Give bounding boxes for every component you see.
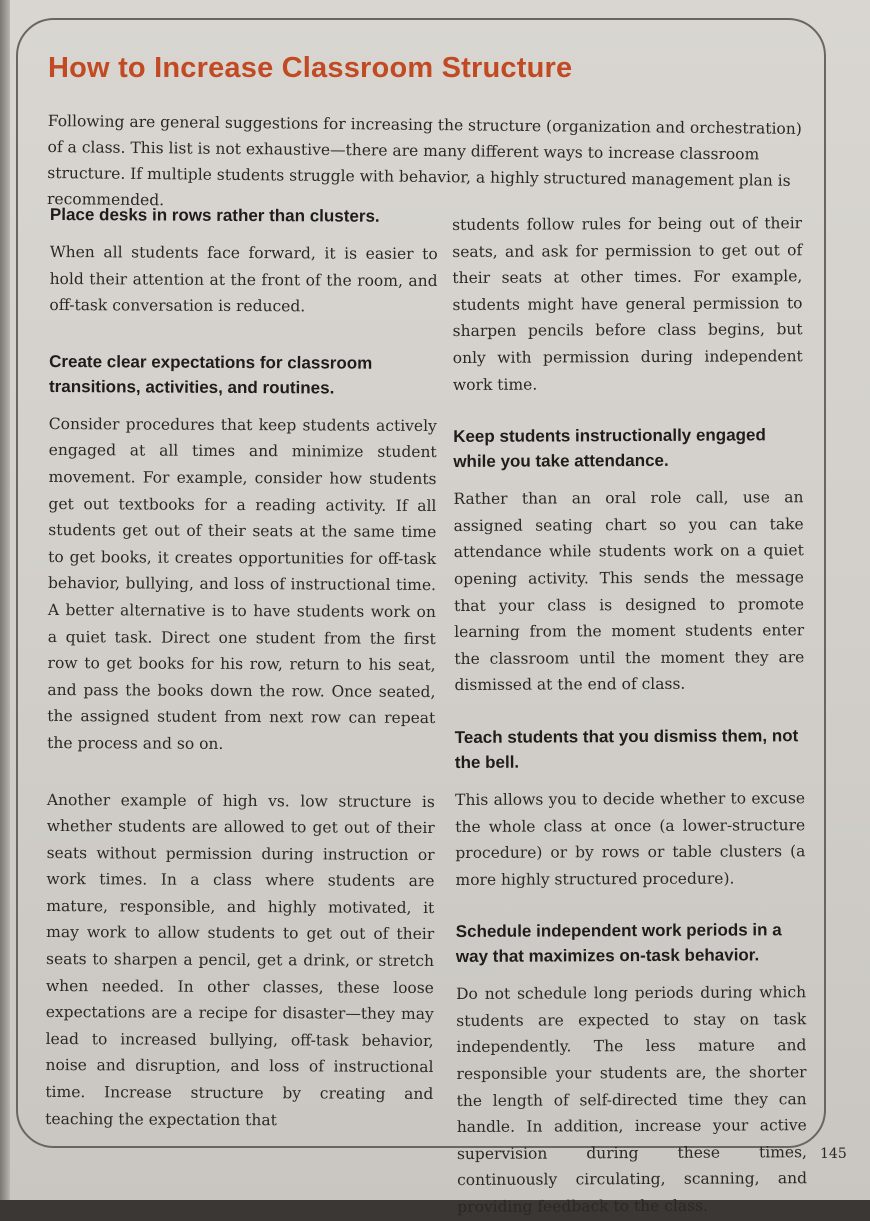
section-body-dismiss: This allows you to decide whether to excuse the whole class at once (a lower-structure procedure) or by rows or table clusters (a more highly structured procedure). — [455, 789, 806, 889]
section-body-expectations: Consider procedures that keep students actively engaged at all times and minimize student movement. For example, consider how students get out textbooks for a reading activity. If all students get out of their seats at the same time to get books, it creates opportunities for off-task behavior, bullying, and loss of instructional time. A better alternative is to have students work on a quiet task. Direct one student from the first row to get books for his row, return to his seat, and pass the books down the row. Once seated, the assigned student from next row can repeat the process and so on. — [47, 414, 437, 753]
section-heading-schedule: Schedule independent work periods in a way that maximizes on-task behavior. — [455, 920, 782, 967]
section-heading-attendance: Keep students instructionally engaged while you take attendance. — [453, 425, 766, 472]
section-body-schedule: Do not schedule long periods during which students are expected to stay on task independently. The less mature and responsible your students are, the shorter the length of self-directed time they can handle. In addition, increase your active supervision during these times, continuously circulating, scanning, and providing feedback to the class. — [456, 983, 808, 1217]
section-heading-desks: Place desks in rows rather than clusters. — [49, 204, 380, 226]
section-body-desks: When all students face forward, it is easier to hold their attention at the front of the room, and off-task conversation is reduced. — [49, 242, 438, 316]
intro-paragraph: Following are general suggestions for increasing the structure (organization and orchestration) of a class. This list is not exhaustive—there are many different ways to increase classroom structure. If multiple students struggle with behavior, a highly structured management plan is recommended. — [46, 111, 802, 210]
page-number: 145 — [820, 1146, 847, 1162]
right-column — [452, 210, 807, 1220]
section-body-attendance: Rather than an oral role call, use an assigned seating chart so you can take attendance while students work on a quiet opening activity. This sends the message that your class is designed to promote learning from the moment students enter the classroom until the moment they are dismissed at the end of class. — [453, 488, 805, 695]
section-heading-expectations: Create clear expectations for classroom transitions, activities, and routines. — [48, 351, 373, 398]
page-title: How to Increase Classroom Structure — [48, 52, 573, 84]
left-column — [45, 202, 438, 1134]
section-heading-dismiss: Teach students that you dismiss them, not the bell. — [454, 726, 799, 772]
page-edge — [0, 0, 10, 1200]
section-body-expectations-2: Another example of high vs. low structure is whether students are allowed to get out of their seats without permission during instruction or work times. In a class where students are mature, responsible, and highly motivated, it may work to allow students to get out of their seats to sharpen a pencil, get a drink, or stretch when needed. In other classes, these loose expectations are a recipe for disaster—they may lead to increased bullying, off-task behavior, noise and disruption, and loss of instructional time. Increase structure by creating and teaching the expectation that — [45, 790, 435, 1129]
continuation-paragraph: students follow rules for being out of their seats, and ask for permission to get out of their seats at other times. For example, students might have general permission to sharpen pencils before class begins, but only with permission during independent work time. — [452, 214, 803, 394]
